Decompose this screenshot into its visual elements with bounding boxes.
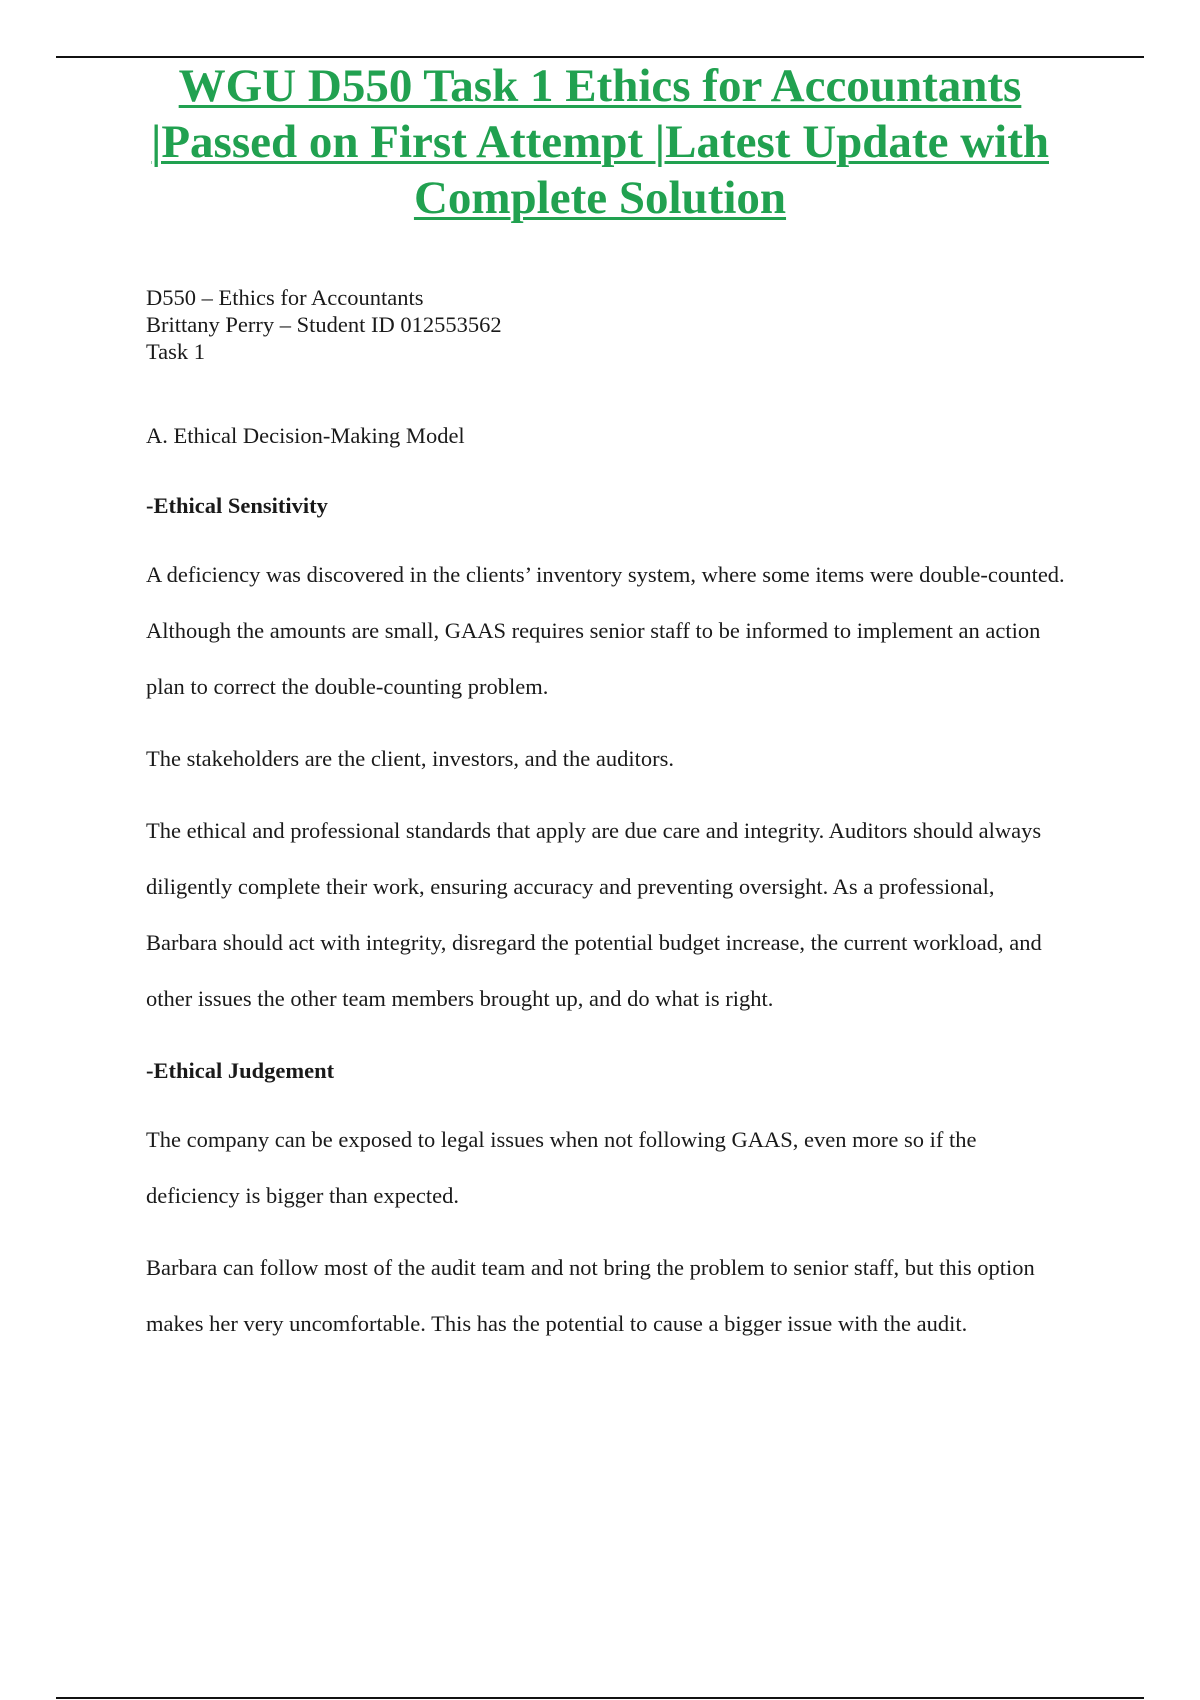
- title-line-1: WGU D550 Task 1 Ethics for Accountants: [178, 60, 1022, 112]
- section-a-title: A. Ethical Decision-Making Model: [146, 423, 465, 448]
- document-title: [70, 58, 1130, 226]
- sensitivity-paragraph-1: A deficiency was discovered in the clients’ inventory system, where some items were double-counted. Although the amounts are small, GAAS requires senior staff to be informed to implement an action plan to correct the double-counting problem.: [146, 562, 1065, 699]
- task-line: Task 1: [146, 339, 206, 364]
- sensitivity-paragraph-3: The ethical and professional standards that apply are due care and integrity. Auditors should always diligently complete their work, ensuring accuracy and preventing oversight. As a professional, Barbara should act with integrity, disregard the potential budget increase, the current workload, and other issues the other team members brought up, and do what is right.: [146, 818, 1042, 1011]
- student-line: Brittany Perry – Student ID 012553562: [146, 312, 502, 337]
- course-line: D550 – Ethics for Accountants: [146, 285, 424, 310]
- title-line-2: |Passed on First Attempt |Latest Update with: [151, 116, 1049, 168]
- ethical-sensitivity-heading: -Ethical Sensitivity: [146, 493, 328, 518]
- bottom-rule: [56, 1697, 1144, 1699]
- ethical-judgement-heading: -Ethical Judgement: [146, 1058, 335, 1083]
- judgement-paragraph-2: Barbara can follow most of the audit team and not bring the problem to senior staff, but this option makes her very uncomfortable. This has the potential to cause a bigger issue with the audit.: [146, 1255, 1035, 1336]
- document-body: [146, 284, 1066, 1352]
- title-line-3: Complete Solution: [413, 172, 787, 224]
- sensitivity-paragraph-2: The stakeholders are the client, investors, and the auditors.: [146, 746, 674, 771]
- judgement-paragraph-1: The company can be exposed to legal issues when not following GAAS, even more so if the deficiency is bigger than expected.: [146, 1127, 977, 1208]
